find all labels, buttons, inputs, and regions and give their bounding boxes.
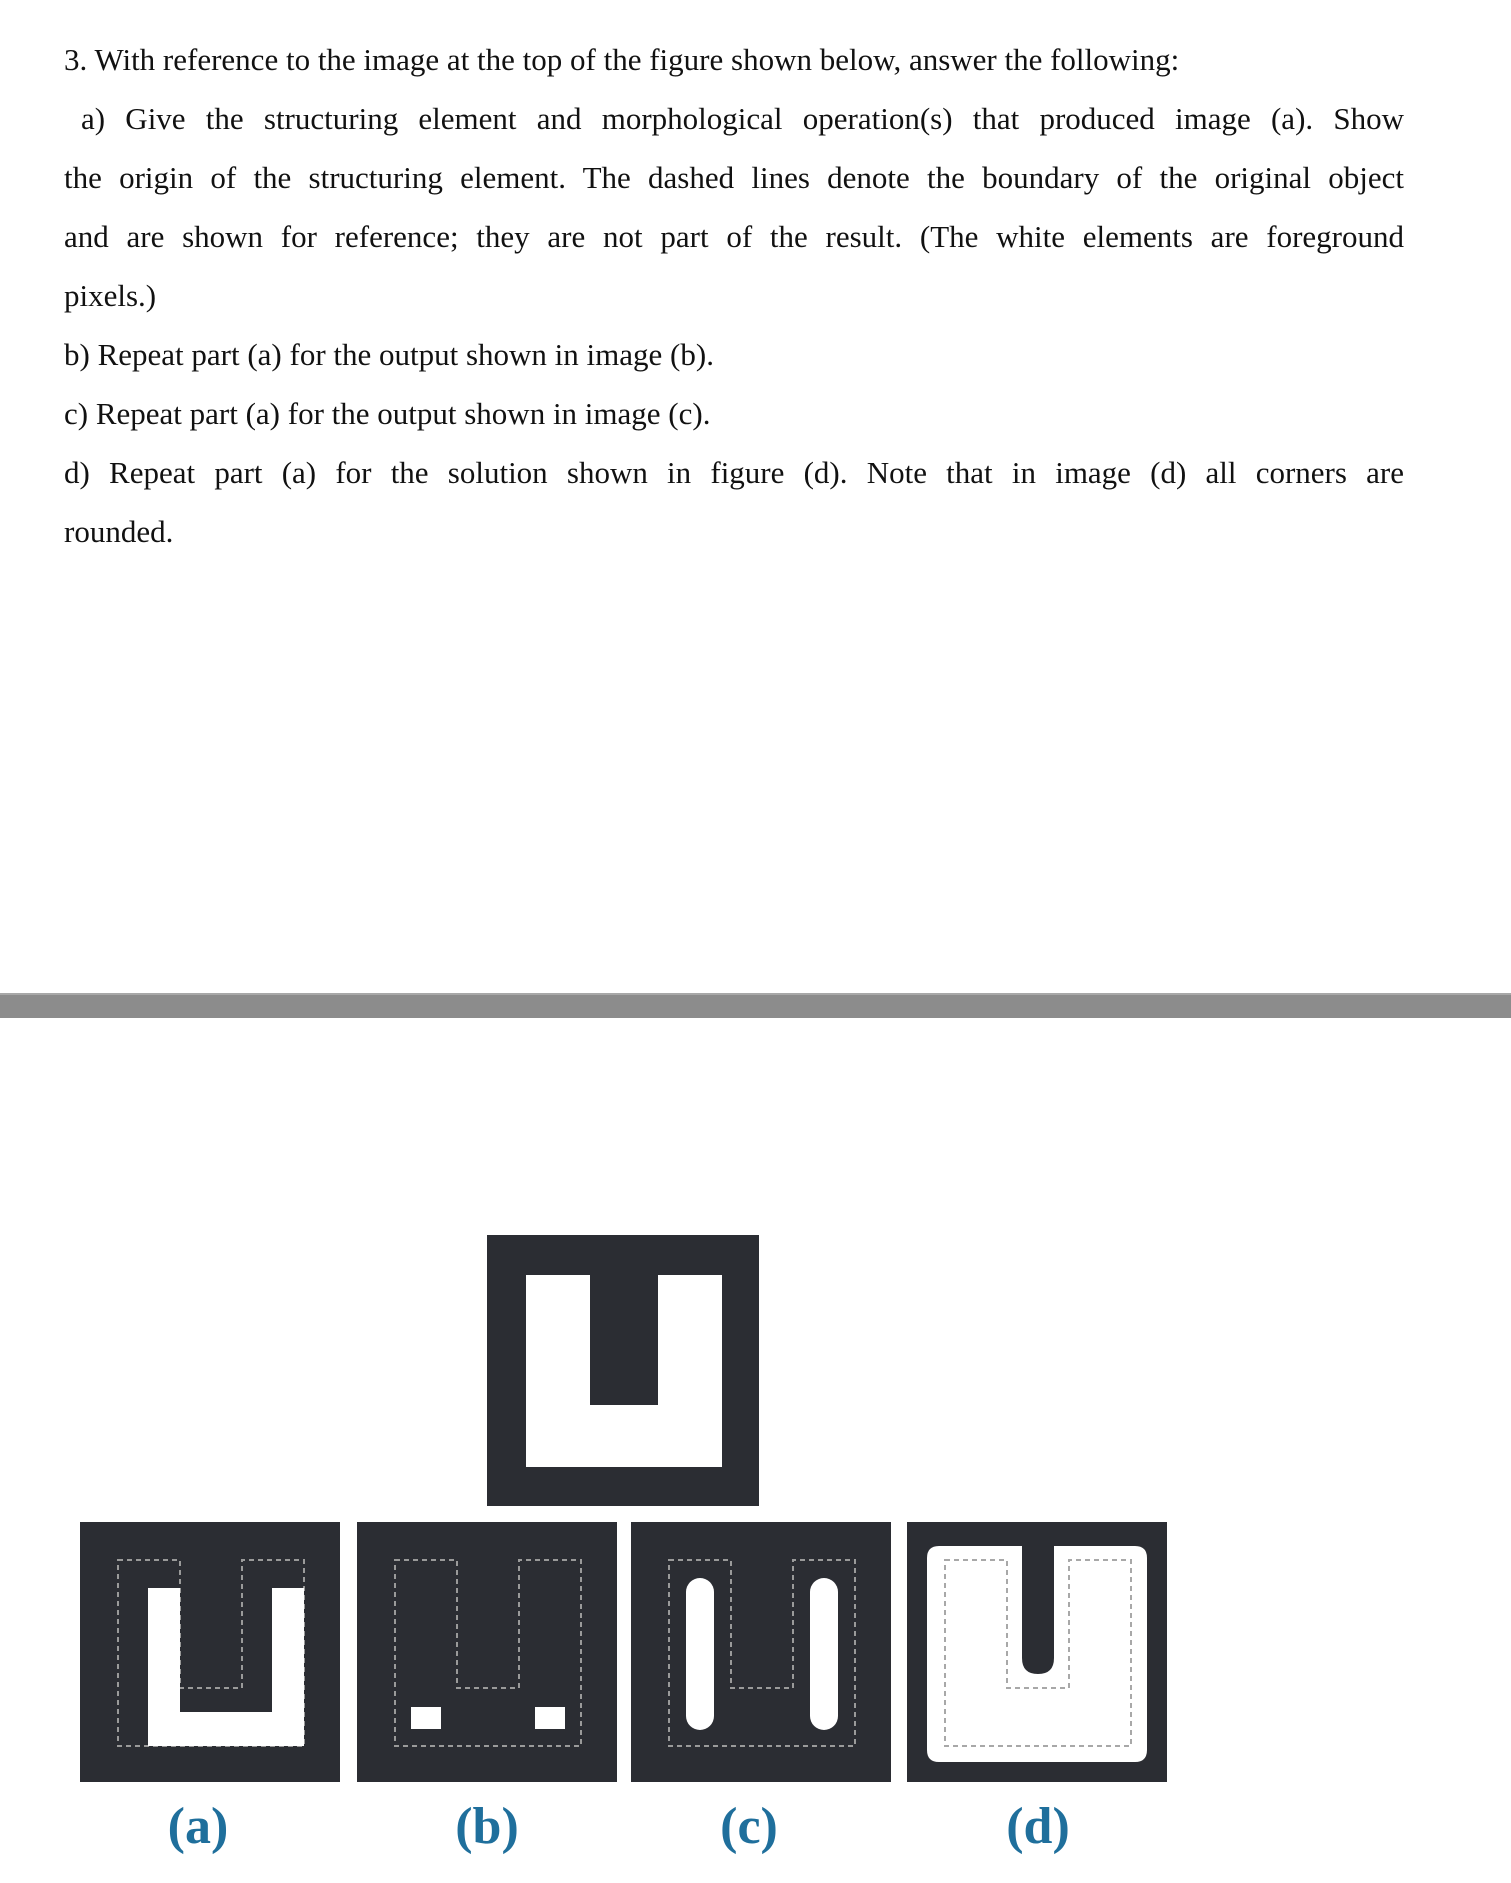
part-d-line-2: rounded.	[64, 514, 174, 549]
panel-a	[80, 1522, 340, 1782]
panel-c-left-bar	[686, 1578, 714, 1730]
panel-d-label: (d)	[1006, 1798, 1070, 1855]
question-text	[64, 30, 1404, 561]
panel-c-right-bar	[810, 1578, 838, 1730]
part-a-line-2: the origin of the structuring element. The dashed lines denote the boundary of the original object	[64, 160, 1404, 195]
panel-c-label: (c)	[720, 1798, 778, 1855]
panel-a-label: (a)	[167, 1798, 229, 1855]
panel-d	[907, 1522, 1167, 1782]
part-a-line-4: pixels.)	[64, 278, 157, 313]
panel-c	[631, 1522, 891, 1782]
panel-b-label: (b)	[455, 1798, 519, 1855]
part-a-line-1: a) Give the structuring element and morphological operation(s) that produced image (a). Show	[81, 101, 1404, 136]
panel-b	[357, 1522, 617, 1782]
figure-svg	[0, 1020, 1511, 1878]
morphology-figure	[0, 1020, 1511, 1878]
part-d-line-1: d) Repeat part (a) for the solution shown in figure (d). Note that in image (d) all corners are	[64, 455, 1404, 490]
question-title: 3. With reference to the image at the top of the figure shown below, answer the following:	[64, 42, 1180, 77]
panel-b-right-square	[535, 1707, 565, 1729]
panel-b-left-square	[411, 1707, 441, 1729]
page-divider	[0, 993, 1511, 1018]
original-image	[487, 1235, 759, 1506]
part-c-text: c) Repeat part (a) for the output shown in image (c).	[64, 396, 711, 431]
part-b-text: b) Repeat part (a) for the output shown in image (b).	[64, 337, 714, 372]
part-a-line-3: and are shown for reference; they are not part of the result. (The white elements are foreground	[64, 219, 1404, 254]
